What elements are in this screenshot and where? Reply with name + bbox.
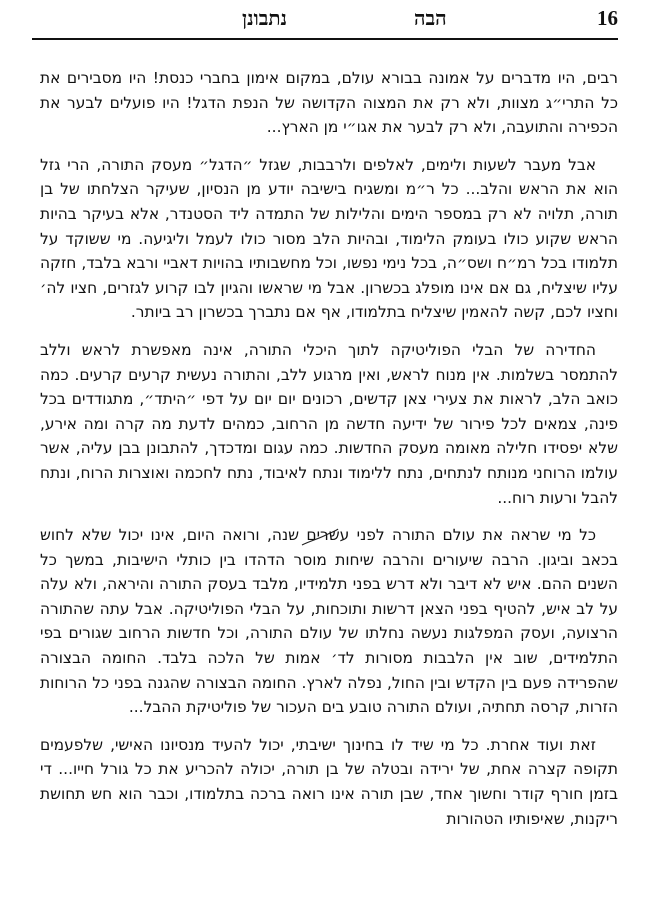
paragraph: זאת ועוד אחרת. כל מי שיד לו בחינוך ישיבתי, יכול להעיד מנסיונו האישי, שלפעמים תקופה קצרה אחת, של ירידה ובטלה של בן תורה, יכולה להכריע את כל גורל חייו... די בזמן חורף קודר וחשוך אחד, שבן תורה אינו רואה ברכה בתלמודו, וכבר הוא חש תחושת ריקנות, שאיפותיו הטהורות xyxy=(40,735,618,828)
paragraph-gap xyxy=(40,325,618,338)
paragraph-gap xyxy=(40,140,618,153)
body-text xyxy=(40,66,618,831)
paragraph: אבל מעבר לשעות ולימים, לאלפים ולרבבות, שגזל ״הדגל״ מעסק התורה, הרי גזל הוא את הראש והלב... כל ר״מ ומשגיח בישיבה יודע מן הנסיון, שעיקר הצלחתו של בן תורה, תלויה לא רק במספר הימים והלילות של התמדה ליד הסטנדר, אלא בעיקר בהיות הראש שקוע כולו בעומק הלימוד, ובהיות הלב מסור כולו לעמל וליגיעה. מי ששוקד על תלמודו בכל רמ״ח ושס״ה, בכל נימי נפשו, וכל מחשבותיו בהויות דאביי ורבא בלבד, חזקה עליו שיצליח, גם אם אינו מופלג בכשרון. אבל מי שראשו והגיון לבו קרוע לגזרים, חציו לה׳ וחציו לכם, קשה להאמין שיצליח בתלמודו, אף אם נתברך בכשרון רב ביותר. xyxy=(40,155,618,322)
paragraph-gap xyxy=(40,720,618,733)
paragraph-gap xyxy=(40,510,618,523)
paragraph: רבים, היו מדברים על אמונה בבורא עולם, במקום אימון בחברי כנסת! היו מסבירים את כל התרי״ג מצוות, ולא רק את המצוה הקדושה של הנפת הדגל! היו פועלים לבער את הכפירה והתועבה, ולא רק לבער את אגו״י מן הארץ... xyxy=(40,69,618,137)
running-title-center: הבה xyxy=(414,6,447,30)
page-number: 16 xyxy=(597,6,618,30)
paragraph: כל מי שראה את עולם התורה לפני עשרים שנה, ורואה היום, אינו יכול שלא לחוש בכאב וביגון. הרבה שיעורים והרבה שיחות מוסר הדהדו בין כותלי הישיבות, במשך כל השנים ההם. איש לא דיבר ולא דרש בפני תלמידיו, מלבד בעסק התורה והיראה, ולא עלה על לב איש, להטיף בפני הצאן דרשות ותוכחות, על הבלי הפוליטיקה. אבל עתה שהתורה הרצועה, ועסק המפלגות נעשה נחלתו של עולם התורה, וכל חדשות הרחוב שגורים בפי התלמידים, שוב אין הלבבות מסורות לד׳ אמות של הלכה בלבד. החומה הבצורה שהפרידה פעם בין הקדש ובין החול, נפלה לארץ. החומה הבצורה שהגנה בפני כל הרוחות הזרות, קרסה תחתיה, ועולם התורה טובע בים העכור של פוליטיקת ההבל... xyxy=(40,526,618,717)
handwritten-pen-mark xyxy=(300,527,340,549)
running-title-left: נתבונן xyxy=(242,6,288,30)
paragraph: החדירה של הבלי הפוליטיקה לתוך היכלי התורה, אינה מאפשרת לראש וללב להתמסר בשלמות. אין מנוח לראש, ואין מרגוע ללב, והתורה נעשית קרעים קרעים. כמה כואב הלב, לראות את צעירי צאן קדשים, רכונים יום יום על דפי ״היתד״, מתגודדים בכל פינה, צמאים לכל פירור של ידיעה חדשה מן הרחוב, כמהים לדעת מה קרה ומה אירע, שלא יפסידו חלילה מאומה מעסק החדשות. כמה עגום ומדכדך, להתבונן בבן עליה, אשר עולמו הרוחני מנותח לנתחים, נתח ללימוד ונתח לאיבוד, נתח לחכמה ואוצרות הרוח, ונתח להבל ורעות רוח... xyxy=(40,340,618,507)
page-header xyxy=(32,4,618,40)
